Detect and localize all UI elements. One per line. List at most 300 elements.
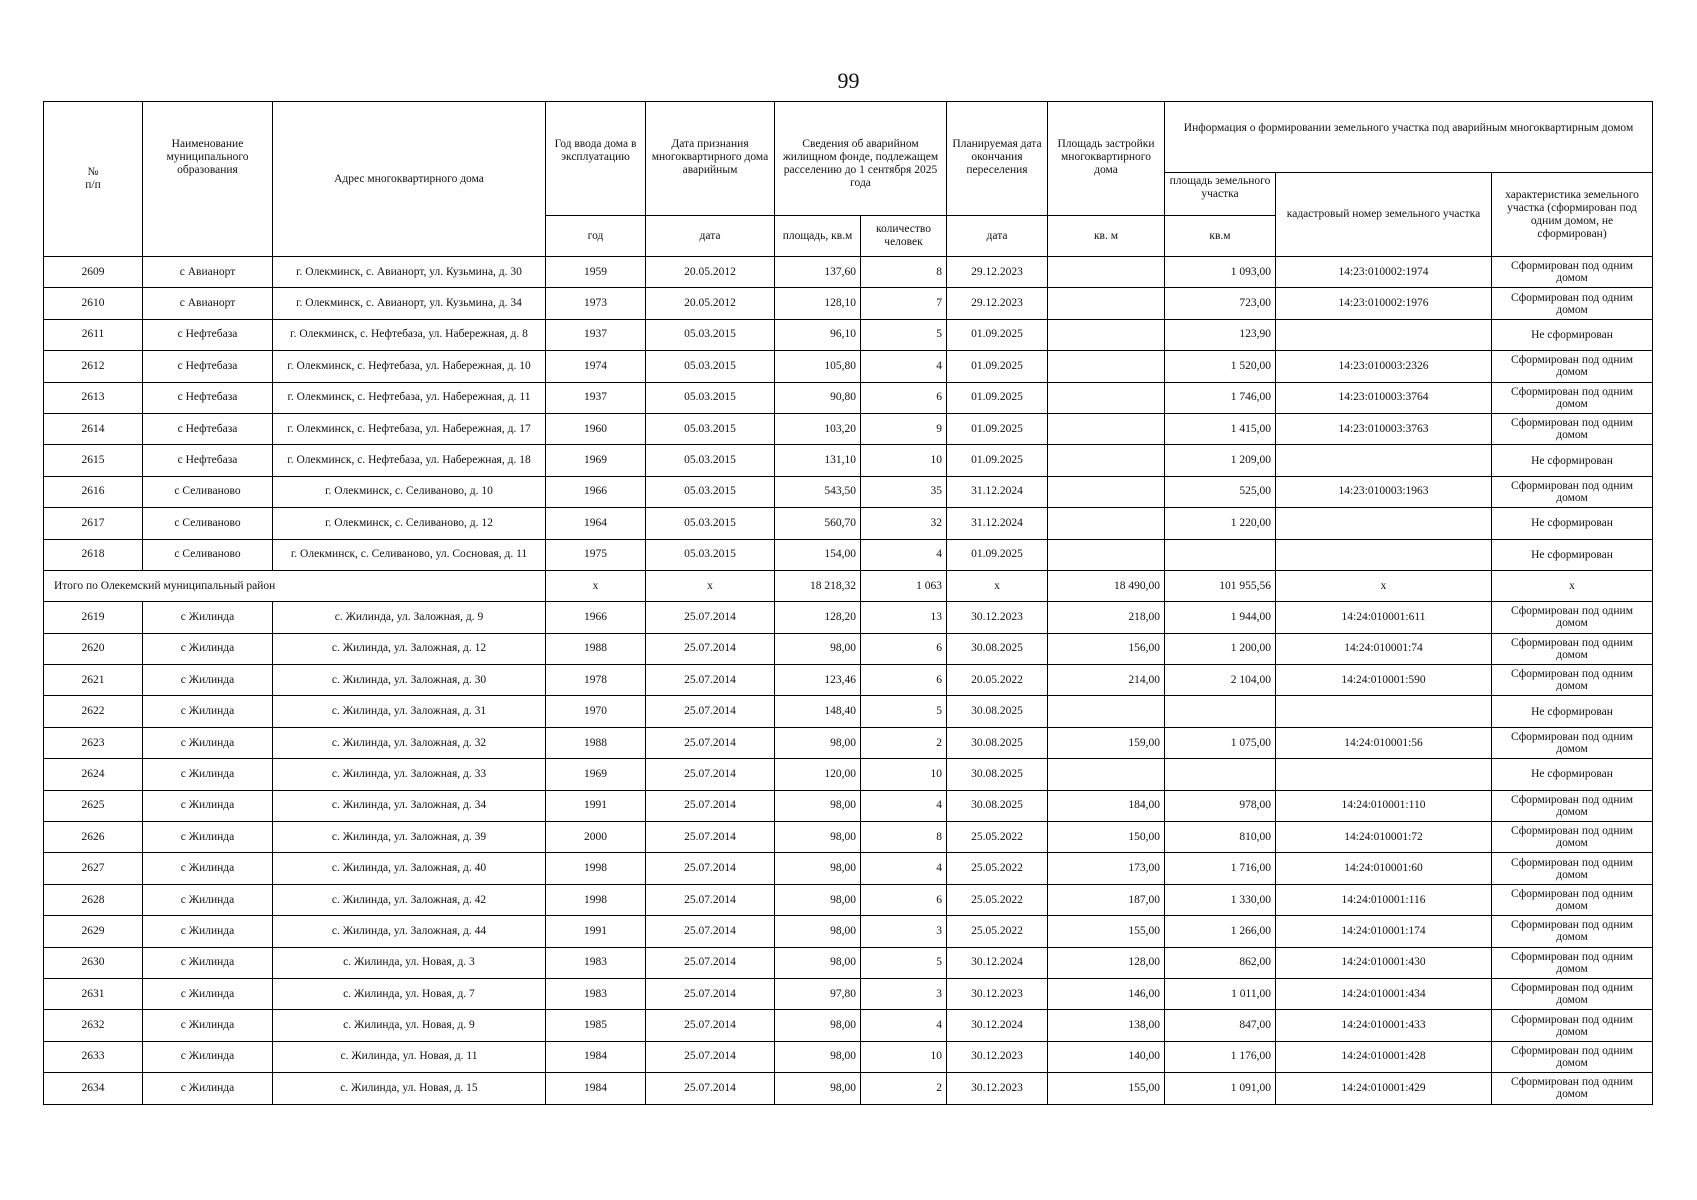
cell-land-status: Сформирован под одним домом bbox=[1492, 1073, 1653, 1104]
cell-land-area: 123,90 bbox=[1165, 319, 1276, 350]
cell-year: 1960 bbox=[546, 413, 646, 444]
cell-planned-end: 01.09.2025 bbox=[947, 539, 1048, 570]
cell-land-status: Сформирован под одним домом bbox=[1492, 822, 1653, 853]
cell-municipality: с Жилинда bbox=[143, 696, 273, 727]
cell-year: 1991 bbox=[546, 916, 646, 947]
table-row bbox=[44, 790, 1653, 821]
header-unit-area: площадь, кв.м bbox=[775, 216, 861, 257]
cell-planned-end: 01.09.2025 bbox=[947, 445, 1048, 476]
cell-address: с. Жилинда, ул. Новая, д. 11 bbox=[273, 1041, 546, 1072]
cell-people: 2 bbox=[861, 1073, 947, 1104]
cell-land-status: Сформирован под одним домом bbox=[1492, 633, 1653, 664]
cell-cadastral bbox=[1276, 445, 1492, 476]
cell-num: 2612 bbox=[44, 351, 143, 382]
cell-cadastral: 14:23:010002:1974 bbox=[1276, 257, 1492, 288]
cell-recognition-date: 25.07.2014 bbox=[646, 853, 775, 884]
cell-municipality: с Жилинда bbox=[143, 1073, 273, 1104]
cell-cadastral: 14:24:010001:428 bbox=[1276, 1041, 1492, 1072]
cell-planned-end: 29.12.2023 bbox=[947, 257, 1048, 288]
cell-land-status: Не сформирован bbox=[1492, 508, 1653, 539]
cell-land-area: 1 093,00 bbox=[1165, 257, 1276, 288]
cell-area: 90,80 bbox=[775, 382, 861, 413]
cell-people: 8 bbox=[861, 822, 947, 853]
cell-num: 2632 bbox=[44, 1010, 143, 1041]
cell-num: 2626 bbox=[44, 822, 143, 853]
table-row bbox=[44, 288, 1653, 319]
cell-building-area bbox=[1048, 476, 1165, 507]
header-year-commissioned: Год ввода дома в эксплуатацию bbox=[546, 102, 646, 216]
cell-building-area bbox=[1048, 257, 1165, 288]
cell-recognition-date: 05.03.2015 bbox=[646, 351, 775, 382]
cell-municipality: с Авианорт bbox=[143, 257, 273, 288]
cell-building-area: 218,00 bbox=[1048, 602, 1165, 633]
cell-cadastral bbox=[1276, 696, 1492, 727]
cell-building-area bbox=[1048, 539, 1165, 570]
cell-land-area: 847,00 bbox=[1165, 1010, 1276, 1041]
cell-recognition-date: 25.07.2014 bbox=[646, 1041, 775, 1072]
cell-recognition-date: 05.03.2015 bbox=[646, 382, 775, 413]
cell-municipality: с Жилинда bbox=[143, 822, 273, 853]
cell-land-area: 1 176,00 bbox=[1165, 1041, 1276, 1072]
cell-address: с. Жилинда, ул. Заложная, д. 9 bbox=[273, 602, 546, 633]
cell-cadastral bbox=[1276, 508, 1492, 539]
cell-area: 128,10 bbox=[775, 288, 861, 319]
cell-planned-end: 30.08.2025 bbox=[947, 790, 1048, 821]
cell-num: 2617 bbox=[44, 508, 143, 539]
cell-planned-end: 01.09.2025 bbox=[947, 351, 1048, 382]
cell-year: 1969 bbox=[546, 759, 646, 790]
cell-cadastral: 14:24:010001:72 bbox=[1276, 822, 1492, 853]
cell-area: 98,00 bbox=[775, 633, 861, 664]
cell-recognition-date: 25.07.2014 bbox=[646, 822, 775, 853]
cell-people: 5 bbox=[861, 947, 947, 978]
cell-year: 1970 bbox=[546, 696, 646, 727]
cell-municipality: с Нефтебаза bbox=[143, 351, 273, 382]
cell-people: 10 bbox=[861, 1041, 947, 1072]
cell-num: 2628 bbox=[44, 884, 143, 915]
cell-land-area: 1 944,00 bbox=[1165, 602, 1276, 633]
cell-address: с. Жилинда, ул. Заложная, д. 44 bbox=[273, 916, 546, 947]
cell-land-status: Сформирован под одним домом bbox=[1492, 257, 1653, 288]
cell-land-status: Сформирован под одним домом bbox=[1492, 947, 1653, 978]
cell-area: 98,00 bbox=[775, 1041, 861, 1072]
cell-municipality: с Нефтебаза bbox=[143, 445, 273, 476]
cell-land-area: 1 716,00 bbox=[1165, 853, 1276, 884]
table-row bbox=[44, 947, 1653, 978]
cell-people: 5 bbox=[861, 319, 947, 350]
cell-cadastral bbox=[1276, 319, 1492, 350]
cell-planned-end: 30.08.2025 bbox=[947, 727, 1048, 758]
cell-recognition-date: 25.07.2014 bbox=[646, 759, 775, 790]
cell-area: 103,20 bbox=[775, 413, 861, 444]
table-row bbox=[44, 884, 1653, 915]
cell-recognition-date: 25.07.2014 bbox=[646, 1073, 775, 1104]
cell-people: 4 bbox=[861, 853, 947, 884]
cell-land-status: Сформирован под одним домом bbox=[1492, 916, 1653, 947]
cell-municipality: с Авианорт bbox=[143, 288, 273, 319]
total-area: 18 218,32 bbox=[775, 570, 861, 601]
cell-area: 96,10 bbox=[775, 319, 861, 350]
cell-cadastral: 14:24:010001:56 bbox=[1276, 727, 1492, 758]
cell-year: 1998 bbox=[546, 853, 646, 884]
cell-land-status: Сформирован под одним домом bbox=[1492, 476, 1653, 507]
cell-address: г. Олекминск, с. Нефтебаза, ул. Набережная, д. 8 bbox=[273, 319, 546, 350]
cell-address: г. Олекминск, с. Авианорт, ул. Кузьмина, д. 34 bbox=[273, 288, 546, 319]
cell-land-area: 978,00 bbox=[1165, 790, 1276, 821]
cell-building-area: 173,00 bbox=[1048, 853, 1165, 884]
cell-land-area: 810,00 bbox=[1165, 822, 1276, 853]
cell-land-area: 1 011,00 bbox=[1165, 978, 1276, 1009]
cell-cadastral: 14:24:010001:433 bbox=[1276, 1010, 1492, 1041]
cell-building-area bbox=[1048, 319, 1165, 350]
page-number: 99 bbox=[837, 68, 860, 93]
cell-municipality: с Жилинда bbox=[143, 790, 273, 821]
cell-land-status: Не сформирован bbox=[1492, 319, 1653, 350]
table-row bbox=[44, 382, 1653, 413]
table-row bbox=[44, 633, 1653, 664]
table-row bbox=[44, 351, 1653, 382]
cell-year: 1988 bbox=[546, 727, 646, 758]
cell-year: 1974 bbox=[546, 351, 646, 382]
cell-area: 137,60 bbox=[775, 257, 861, 288]
header-recognition-date: Дата признания многоквартирного дома аварийным bbox=[646, 102, 775, 216]
table-row bbox=[44, 508, 1653, 539]
total-land-area: 101 955,56 bbox=[1165, 570, 1276, 601]
cell-land-status: Сформирован под одним домом bbox=[1492, 1010, 1653, 1041]
cell-land-area bbox=[1165, 539, 1276, 570]
cell-num: 2618 bbox=[44, 539, 143, 570]
cell-land-area bbox=[1165, 696, 1276, 727]
cell-people: 4 bbox=[861, 351, 947, 382]
cell-recognition-date: 20.05.2012 bbox=[646, 288, 775, 319]
cell-planned-end: 31.12.2024 bbox=[947, 508, 1048, 539]
cell-num: 2627 bbox=[44, 853, 143, 884]
cell-address: г. Олекминск, с. Селиваново, д. 12 bbox=[273, 508, 546, 539]
cell-recognition-date: 05.03.2015 bbox=[646, 319, 775, 350]
cell-municipality: с Жилинда bbox=[143, 884, 273, 915]
cell-area: 148,40 bbox=[775, 696, 861, 727]
total-people: 1 063 bbox=[861, 570, 947, 601]
cell-cadastral: 14:23:010003:1963 bbox=[1276, 476, 1492, 507]
cell-cadastral: 14:23:010003:3763 bbox=[1276, 413, 1492, 444]
total-status: x bbox=[1492, 570, 1653, 601]
cell-area: 97,80 bbox=[775, 978, 861, 1009]
table-row bbox=[44, 727, 1653, 758]
cell-municipality: с Жилинда bbox=[143, 853, 273, 884]
cell-building-area bbox=[1048, 288, 1165, 319]
cell-area: 543,50 bbox=[775, 476, 861, 507]
cell-people: 6 bbox=[861, 884, 947, 915]
cell-planned-end: 30.12.2023 bbox=[947, 1041, 1048, 1072]
table-row bbox=[44, 1073, 1653, 1104]
cell-address: с. Жилинда, ул. Заложная, д. 12 bbox=[273, 633, 546, 664]
cell-address: с. Жилинда, ул. Заложная, д. 32 bbox=[273, 727, 546, 758]
cell-land-status: Сформирован под одним домом bbox=[1492, 978, 1653, 1009]
cell-cadastral bbox=[1276, 759, 1492, 790]
cell-land-status: Сформирован под одним домом bbox=[1492, 884, 1653, 915]
header-unit-people: количество человек bbox=[861, 216, 947, 257]
cell-area: 98,00 bbox=[775, 884, 861, 915]
table-row bbox=[44, 602, 1653, 633]
cell-num: 2623 bbox=[44, 727, 143, 758]
cell-address: с. Жилинда, ул. Заложная, д. 34 bbox=[273, 790, 546, 821]
cell-land-status: Сформирован под одним домом bbox=[1492, 288, 1653, 319]
cell-municipality: с Жилинда bbox=[143, 947, 273, 978]
total-section bbox=[44, 570, 1653, 601]
cell-recognition-date: 25.07.2014 bbox=[646, 916, 775, 947]
cell-area: 98,00 bbox=[775, 853, 861, 884]
cell-land-area: 1 330,00 bbox=[1165, 884, 1276, 915]
cell-building-area: 140,00 bbox=[1048, 1041, 1165, 1072]
cell-planned-end: 30.12.2024 bbox=[947, 1010, 1048, 1041]
cell-address: г. Олекминск, с. Нефтебаза, ул. Набережная, д. 18 bbox=[273, 445, 546, 476]
header-building-area: Площадь застройки многоквартирного дома bbox=[1048, 102, 1165, 216]
cell-planned-end: 30.08.2025 bbox=[947, 633, 1048, 664]
cell-area: 98,00 bbox=[775, 1073, 861, 1104]
cell-address: с. Жилинда, ул. Заложная, д. 40 bbox=[273, 853, 546, 884]
header-land-area: площадь земельного участка bbox=[1165, 173, 1276, 216]
cell-planned-end: 30.12.2023 bbox=[947, 978, 1048, 1009]
total-building-area: 18 490,00 bbox=[1048, 570, 1165, 601]
cell-people: 2 bbox=[861, 727, 947, 758]
cell-address: с. Жилинда, ул. Новая, д. 9 bbox=[273, 1010, 546, 1041]
cell-land-status: Сформирован под одним домом bbox=[1492, 665, 1653, 696]
cell-people: 13 bbox=[861, 602, 947, 633]
cell-land-area: 862,00 bbox=[1165, 947, 1276, 978]
cell-people: 10 bbox=[861, 445, 947, 476]
header-municipality: Наименование муниципального образования bbox=[143, 102, 273, 257]
cell-num: 2610 bbox=[44, 288, 143, 319]
cell-land-area: 1 075,00 bbox=[1165, 727, 1276, 758]
cell-cadastral: 14:24:010001:434 bbox=[1276, 978, 1492, 1009]
cell-municipality: с Нефтебаза bbox=[143, 413, 273, 444]
cell-planned-end: 25.05.2022 bbox=[947, 822, 1048, 853]
cell-address: с. Жилинда, ул. Заложная, д. 42 bbox=[273, 884, 546, 915]
cell-people: 3 bbox=[861, 978, 947, 1009]
cell-land-area: 1 200,00 bbox=[1165, 633, 1276, 664]
cell-municipality: с Жилинда bbox=[143, 665, 273, 696]
cell-recognition-date: 25.07.2014 bbox=[646, 727, 775, 758]
cell-building-area bbox=[1048, 759, 1165, 790]
rows-before-total bbox=[44, 257, 1653, 571]
cell-land-area: 1 266,00 bbox=[1165, 916, 1276, 947]
cell-planned-end: 25.05.2022 bbox=[947, 884, 1048, 915]
cell-land-status: Не сформирован bbox=[1492, 539, 1653, 570]
cell-land-area: 525,00 bbox=[1165, 476, 1276, 507]
cell-land-status: Сформирован под одним домом bbox=[1492, 790, 1653, 821]
cell-num: 2634 bbox=[44, 1073, 143, 1104]
cell-year: 1973 bbox=[546, 288, 646, 319]
cell-num: 2625 bbox=[44, 790, 143, 821]
table-row bbox=[44, 445, 1653, 476]
cell-land-area: 1 091,00 bbox=[1165, 1073, 1276, 1104]
table-row bbox=[44, 539, 1653, 570]
cell-building-area: 155,00 bbox=[1048, 1073, 1165, 1104]
cell-people: 3 bbox=[861, 916, 947, 947]
cell-recognition-date: 05.03.2015 bbox=[646, 413, 775, 444]
cell-num: 2633 bbox=[44, 1041, 143, 1072]
cell-area: 128,20 bbox=[775, 602, 861, 633]
cell-cadastral: 14:24:010001:116 bbox=[1276, 884, 1492, 915]
cell-cadastral: 14:24:010001:429 bbox=[1276, 1073, 1492, 1104]
total-date: x bbox=[646, 570, 775, 601]
total-cadastral: x bbox=[1276, 570, 1492, 601]
cell-building-area: 156,00 bbox=[1048, 633, 1165, 664]
cell-people: 7 bbox=[861, 288, 947, 319]
table-row bbox=[44, 665, 1653, 696]
cell-municipality: с Селиваново bbox=[143, 476, 273, 507]
cell-area: 131,10 bbox=[775, 445, 861, 476]
cell-recognition-date: 25.07.2014 bbox=[646, 1010, 775, 1041]
table-row bbox=[44, 978, 1653, 1009]
cell-cadastral: 14:24:010001:430 bbox=[1276, 947, 1492, 978]
cell-land-status: Не сформирован bbox=[1492, 759, 1653, 790]
cell-num: 2630 bbox=[44, 947, 143, 978]
cell-municipality: с Селиваново bbox=[143, 508, 273, 539]
cell-planned-end: 30.12.2023 bbox=[947, 1073, 1048, 1104]
cell-year: 1984 bbox=[546, 1041, 646, 1072]
cell-year: 1985 bbox=[546, 1010, 646, 1041]
rows-after-total bbox=[44, 602, 1653, 1104]
cell-year: 1937 bbox=[546, 382, 646, 413]
cell-land-area bbox=[1165, 759, 1276, 790]
cell-land-status: Сформирован под одним домом bbox=[1492, 853, 1653, 884]
cell-planned-end: 31.12.2024 bbox=[947, 476, 1048, 507]
cell-year: 1988 bbox=[546, 633, 646, 664]
table-row bbox=[44, 822, 1653, 853]
cell-building-area bbox=[1048, 413, 1165, 444]
cell-recognition-date: 05.03.2015 bbox=[646, 508, 775, 539]
cell-address: с. Жилинда, ул. Заложная, д. 31 bbox=[273, 696, 546, 727]
cell-address: с. Жилинда, ул. Новая, д. 3 bbox=[273, 947, 546, 978]
cell-num: 2631 bbox=[44, 978, 143, 1009]
cell-recognition-date: 20.05.2012 bbox=[646, 257, 775, 288]
cell-num: 2624 bbox=[44, 759, 143, 790]
cell-land-status: Сформирован под одним домом bbox=[1492, 413, 1653, 444]
header-num: № п/п bbox=[44, 102, 143, 257]
cell-year: 1966 bbox=[546, 476, 646, 507]
cell-planned-end: 20.05.2022 bbox=[947, 665, 1048, 696]
cell-num: 2620 bbox=[44, 633, 143, 664]
cell-area: 98,00 bbox=[775, 727, 861, 758]
cell-cadastral: 14:24:010001:74 bbox=[1276, 633, 1492, 664]
cell-area: 154,00 bbox=[775, 539, 861, 570]
cell-num: 2614 bbox=[44, 413, 143, 444]
cell-building-area: 184,00 bbox=[1048, 790, 1165, 821]
cell-year: 2000 bbox=[546, 822, 646, 853]
cell-land-status: Не сформирован bbox=[1492, 445, 1653, 476]
cell-building-area bbox=[1048, 508, 1165, 539]
table-row bbox=[44, 319, 1653, 350]
cell-municipality: с Жилинда bbox=[143, 602, 273, 633]
cell-address: г. Олекминск, с. Нефтебаза, ул. Набережная, д. 17 bbox=[273, 413, 546, 444]
cell-num: 2629 bbox=[44, 916, 143, 947]
header-address: Адрес многоквартирного дома bbox=[273, 102, 546, 257]
cell-address: г. Олекминск, с. Авианорт, ул. Кузьмина, д. 30 bbox=[273, 257, 546, 288]
cell-num: 2611 bbox=[44, 319, 143, 350]
table-row bbox=[44, 476, 1653, 507]
cell-area: 105,80 bbox=[775, 351, 861, 382]
cell-year: 1998 bbox=[546, 884, 646, 915]
cell-address: г. Олекминск, с. Селиваново, ул. Сосновая, д. 11 bbox=[273, 539, 546, 570]
cell-address: с. Жилинда, ул. Заложная, д. 39 bbox=[273, 822, 546, 853]
cell-building-area bbox=[1048, 696, 1165, 727]
cell-num: 2615 bbox=[44, 445, 143, 476]
cell-land-status: Сформирован под одним домом bbox=[1492, 382, 1653, 413]
header-land-status: характеристика земельного участка (сформирован под одним домом, не сформирован) bbox=[1492, 173, 1653, 257]
cell-recognition-date: 05.03.2015 bbox=[646, 476, 775, 507]
cell-num: 2621 bbox=[44, 665, 143, 696]
cell-cadastral: 14:23:010003:3764 bbox=[1276, 382, 1492, 413]
cell-municipality: с Нефтебаза bbox=[143, 319, 273, 350]
cell-building-area: 138,00 bbox=[1048, 1010, 1165, 1041]
cell-address: г. Олекминск, с. Нефтебаза, ул. Набережная, д. 11 bbox=[273, 382, 546, 413]
header-emergency-fund: Сведения об аварийном жилищном фонде, подлежащем расселению до 1 сентября 2025 года bbox=[775, 102, 947, 216]
cell-planned-end: 25.05.2022 bbox=[947, 853, 1048, 884]
cell-area: 120,00 bbox=[775, 759, 861, 790]
cell-planned-end: 30.12.2023 bbox=[947, 602, 1048, 633]
cell-land-area: 723,00 bbox=[1165, 288, 1276, 319]
cell-municipality: с Жилинда bbox=[143, 727, 273, 758]
cell-building-area: 187,00 bbox=[1048, 884, 1165, 915]
cell-building-area bbox=[1048, 351, 1165, 382]
cell-building-area: 159,00 bbox=[1048, 727, 1165, 758]
cell-recognition-date: 25.07.2014 bbox=[646, 947, 775, 978]
cell-year: 1969 bbox=[546, 445, 646, 476]
cell-recognition-date: 05.03.2015 bbox=[646, 445, 775, 476]
cell-cadastral: 14:24:010001:110 bbox=[1276, 790, 1492, 821]
cell-num: 2619 bbox=[44, 602, 143, 633]
cell-people: 4 bbox=[861, 1010, 947, 1041]
cell-num: 2609 bbox=[44, 257, 143, 288]
cell-num: 2616 bbox=[44, 476, 143, 507]
table-header bbox=[44, 102, 1653, 257]
header-cadastral: кадастровый номер земельного участка bbox=[1276, 173, 1492, 257]
cell-cadastral: 14:24:010001:590 bbox=[1276, 665, 1492, 696]
cell-municipality: с Селиваново bbox=[143, 539, 273, 570]
cell-building-area: 146,00 bbox=[1048, 978, 1165, 1009]
cell-year: 1937 bbox=[546, 319, 646, 350]
cell-area: 98,00 bbox=[775, 822, 861, 853]
cell-year: 1984 bbox=[546, 1073, 646, 1104]
cell-recognition-date: 25.07.2014 bbox=[646, 884, 775, 915]
cell-land-status: Не сформирован bbox=[1492, 696, 1653, 727]
cell-building-area bbox=[1048, 445, 1165, 476]
cell-municipality: с Жилинда bbox=[143, 916, 273, 947]
cell-cadastral: 14:23:010002:1976 bbox=[1276, 288, 1492, 319]
cell-people: 35 bbox=[861, 476, 947, 507]
cell-area: 98,00 bbox=[775, 790, 861, 821]
header-land-info: Информация о формировании земельного участка под аварийным многоквартирным домом bbox=[1165, 102, 1653, 173]
cell-land-area: 2 104,00 bbox=[1165, 665, 1276, 696]
cell-land-status: Сформирован под одним домом bbox=[1492, 351, 1653, 382]
cell-year: 1966 bbox=[546, 602, 646, 633]
cell-recognition-date: 25.07.2014 bbox=[646, 978, 775, 1009]
cell-address: с. Жилинда, ул. Заложная, д. 33 bbox=[273, 759, 546, 790]
cell-recognition-date: 25.07.2014 bbox=[646, 665, 775, 696]
cell-year: 1983 bbox=[546, 978, 646, 1009]
cell-people: 4 bbox=[861, 790, 947, 821]
cell-land-area: 1 415,00 bbox=[1165, 413, 1276, 444]
cell-year: 1991 bbox=[546, 790, 646, 821]
table-row bbox=[44, 1041, 1653, 1072]
cell-area: 98,00 bbox=[775, 947, 861, 978]
cell-municipality: с Жилинда bbox=[143, 978, 273, 1009]
total-end: x bbox=[947, 570, 1048, 601]
cell-cadastral: 14:24:010001:174 bbox=[1276, 916, 1492, 947]
cell-municipality: с Жилинда bbox=[143, 633, 273, 664]
cell-building-area: 155,00 bbox=[1048, 916, 1165, 947]
